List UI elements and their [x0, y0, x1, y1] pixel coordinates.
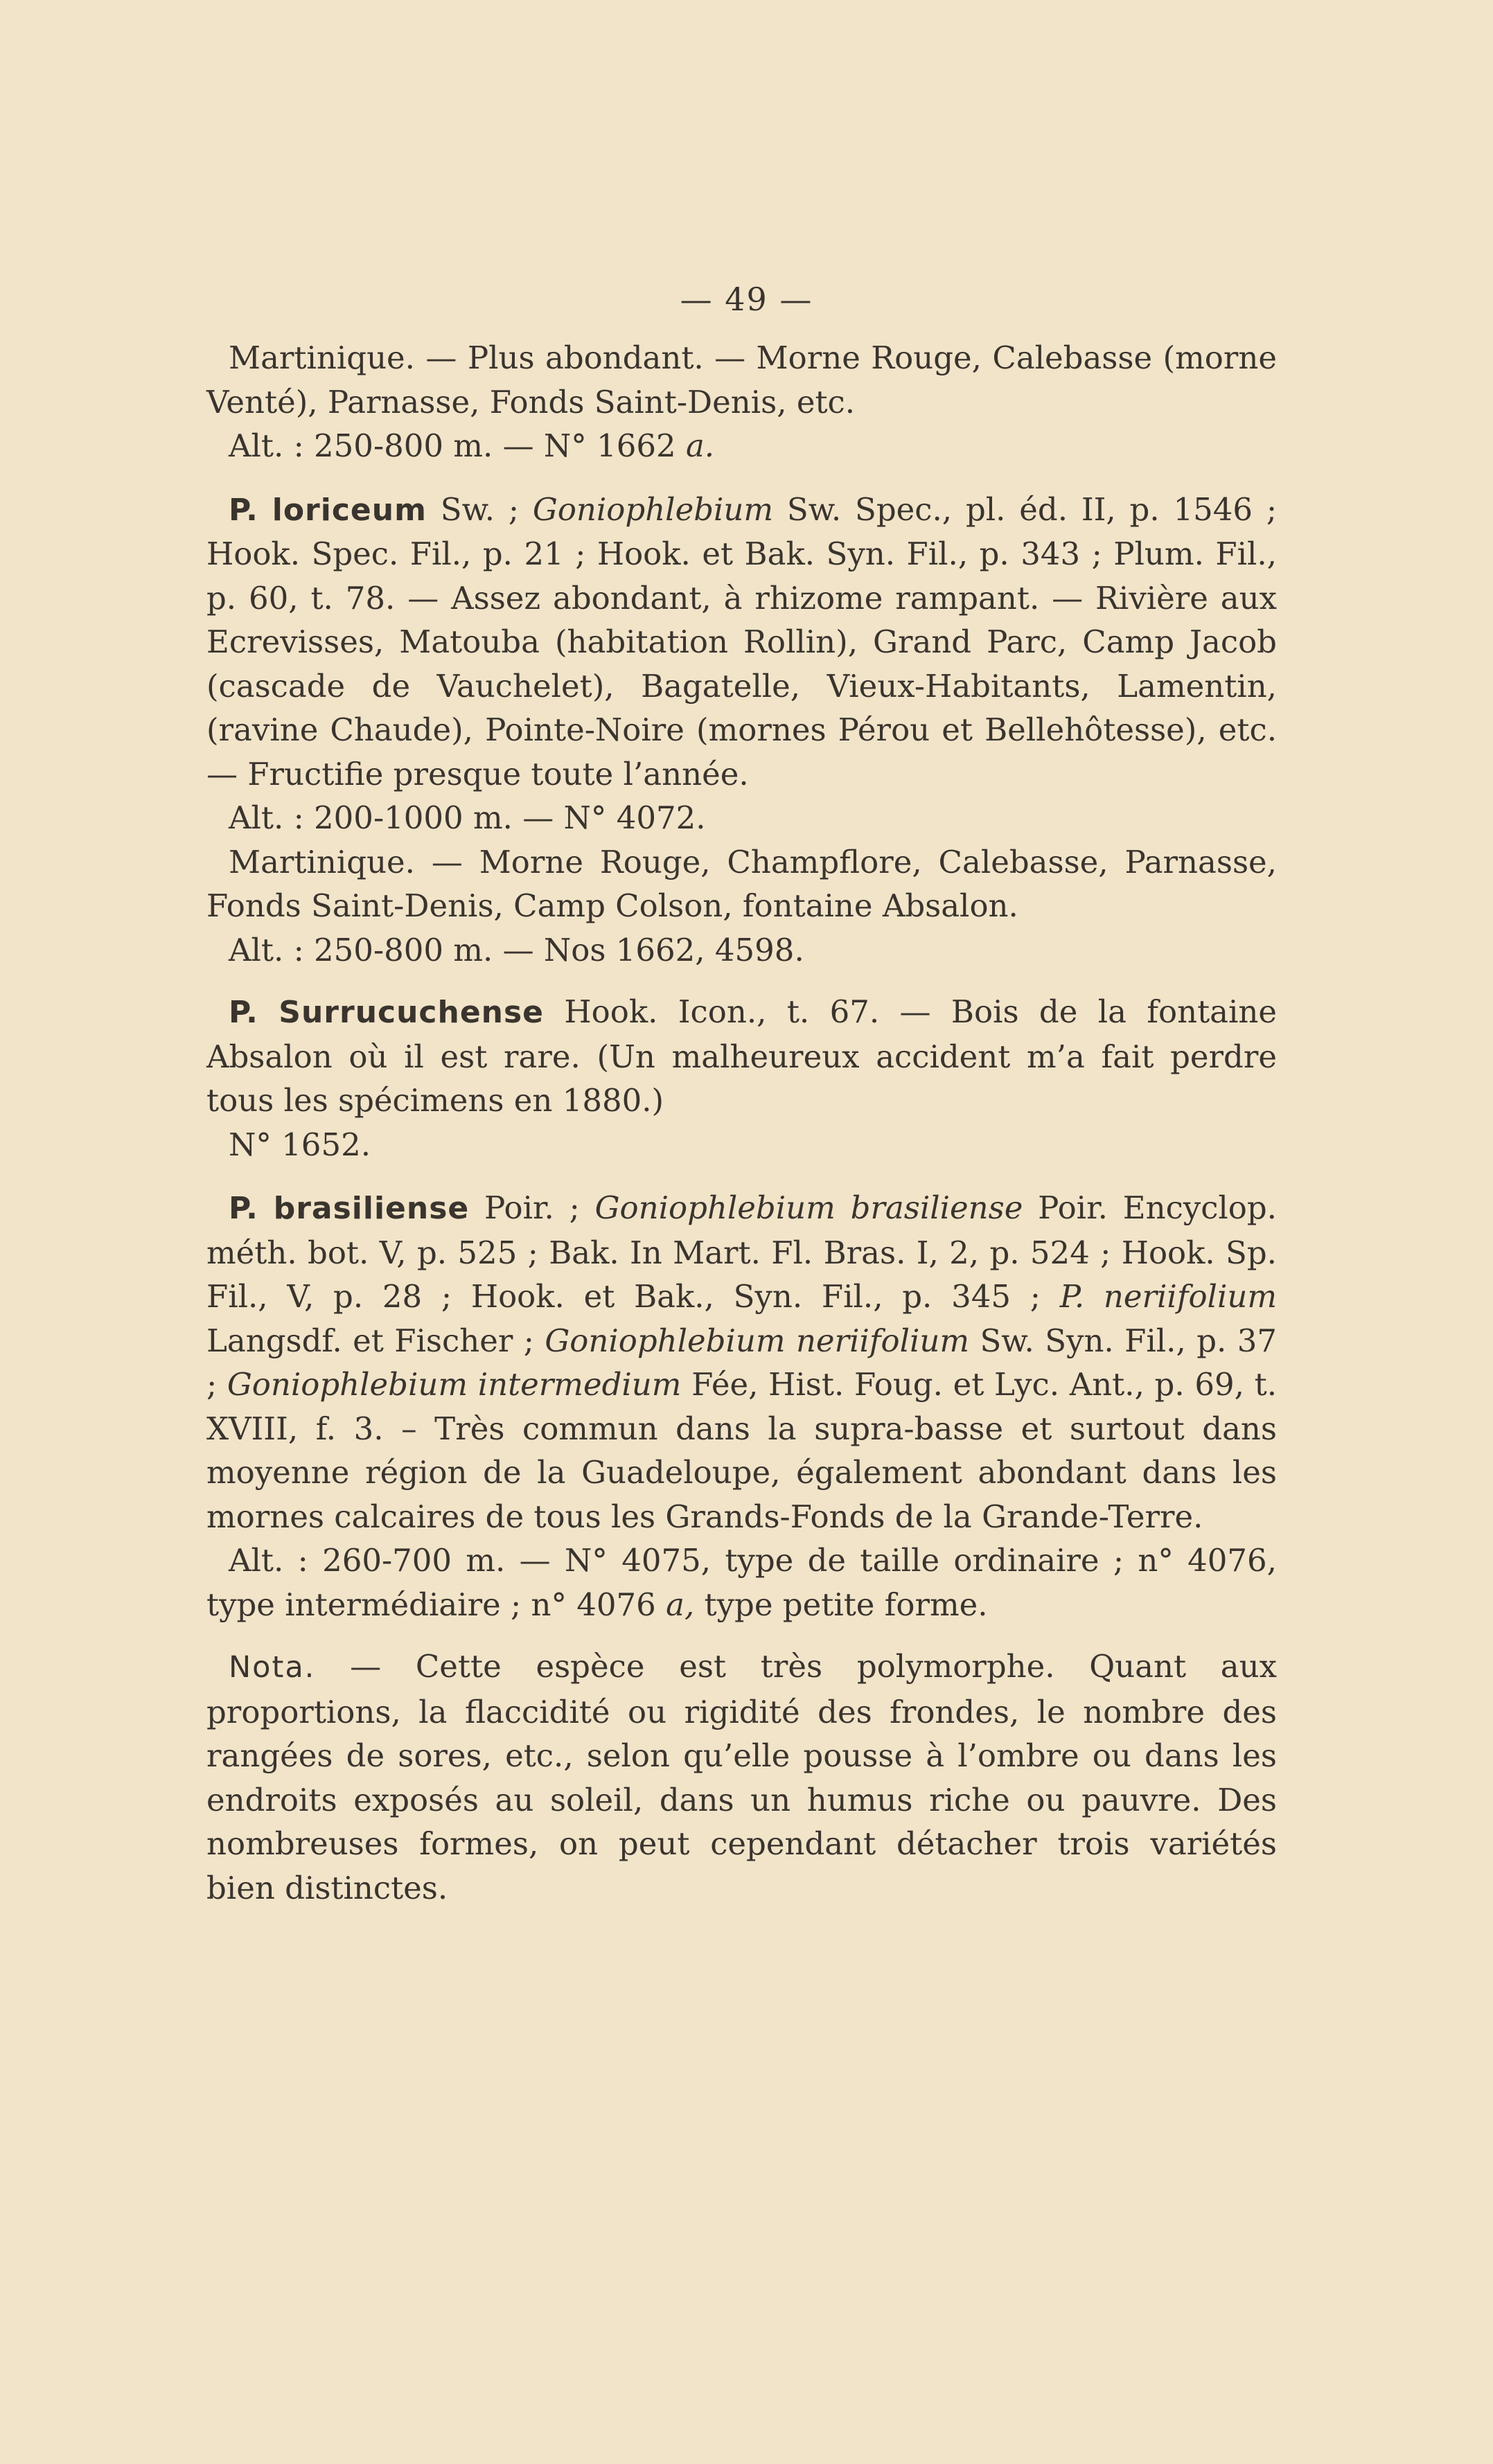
specimen-variant: a.: [685, 427, 715, 464]
synonym: Goniophlebium intermedium: [227, 1366, 682, 1403]
synonym: Goniophlebium brasiliense: [594, 1189, 1023, 1226]
nota-paragraph: [206, 1645, 1277, 1910]
martinique-paragraph: Martinique. — Morne Rouge, Champflore, Calebasse, Parnasse, Fonds Saint-Denis, Camp Colson, fontaine Absalon.: [206, 843, 1277, 924]
specimen-variant: a,: [666, 1586, 695, 1623]
synonym: Goniophlebium: [532, 490, 774, 528]
description-text: Hook. Icon., t. 67. — Bois de la fontaine Absalon où il est rare. (Un malheureux accident m’a fait perdre tous les spécimens en 1880.): [206, 993, 1277, 1119]
citation-text: Sw. ;: [426, 490, 533, 528]
altitude-line: [206, 424, 1277, 468]
species-genus: P.: [229, 1191, 258, 1226]
martinique-paragraph: Martinique. — Plus abondant. — Morne Rouge, Calebasse (morne Venté), Parnasse, Fonds Saint-Denis, etc.: [206, 339, 1277, 420]
nota-label: Nota.: [229, 1650, 316, 1685]
species-name: brasiliense: [273, 1191, 470, 1226]
species-name: Surrucuchense: [279, 995, 545, 1030]
altitude-text: Alt. : 260-700 m. — N° 4075, type de taille ordinaire ; n° 4076, type intermédiaire ; n° 4076: [206, 1542, 1277, 1623]
synonym: P. neriifolium: [1059, 1278, 1277, 1315]
specimen-number: N° 1652.: [229, 1126, 371, 1163]
species-name: loriceum: [272, 492, 427, 528]
altitude-line: Alt. : 200-1000 m. — N° 4072.: [229, 799, 706, 836]
altitude-text-end: type petite forme.: [694, 1586, 988, 1623]
species-entry-brasiliense: [206, 1186, 1277, 1539]
species-entry-surrucuchense: [206, 990, 1277, 1123]
altitude-line: [206, 1539, 1277, 1627]
synonym: Goniophlebium neriifolium: [545, 1322, 970, 1359]
species-entry-loriceum: [206, 488, 1277, 797]
citation-text: Poir. ;: [469, 1189, 595, 1226]
species-genus: P.: [229, 492, 258, 528]
description-text: Sw. Spec., pl. éd. II, p. 1546 ; Hook. Spec. Fil., p. 21 ; Hook. et Bak. Syn. Fil., p. 343 ; Plum. Fil., p. 60, t. 78. — Assez abondant, à rhizome rampant. — Rivière aux Ecrevisses, Matouba (habitation Rollin), Grand Parc, Camp Jacob (cascade de Vauchelet), Bagatelle, Vieux-Habitants, Lamentin, (ravine Chaude), Pointe-Noire (mornes Pérou et Bellehôtesse), etc. — Fructifie presque toute l’année.: [206, 490, 1277, 792]
citation-text: Sw. Syn. Fil., p. 37 ;: [206, 1322, 1277, 1403]
citation-text: Poir. Encyclop. méth. bot. V, p. 525 ; Bak. In Mart. Fl. Bras. I, 2, p. 524 ; Hook. Sp. Fil., V, p. 28 ; Hook. et Bak., Syn. Fil., p. 345 ;: [206, 1189, 1277, 1315]
species-genus: P.: [229, 995, 258, 1030]
text-column: [206, 336, 1277, 1910]
altitude-line: Alt. : 250-800 m. — Nos 1662, 4598.: [229, 931, 804, 968]
nota-text: — Cette espèce est très polymorphe. Quant aux proportions, la flaccidité ou rigidité des frondes, le nombre des rangées de sores, etc., selon qu’elle pousse à l’ombre ou dans les endroits exposés au soleil, dans un humus riche ou pauvre. Des nombreuses formes, on peut cependant détacher trois variétés bien distinctes.: [206, 1648, 1277, 1906]
description-text: Fée, Hist. Foug. et Lyc. Ant., p. 69, t. XVIII, f. 3. – Très commun dans la supra-basse et surtout dans moyenne région de la Guadeloupe, également abondant dans les mornes calcaires de tous les Grands-Fonds de la Grande-Terre.: [206, 1366, 1277, 1535]
page-number: — 49 —: [680, 281, 813, 318]
citation-text: Langsdf. et Fischer ;: [206, 1322, 545, 1359]
altitude-text: Alt. : 250-800 m. — N° 1662: [229, 427, 676, 464]
